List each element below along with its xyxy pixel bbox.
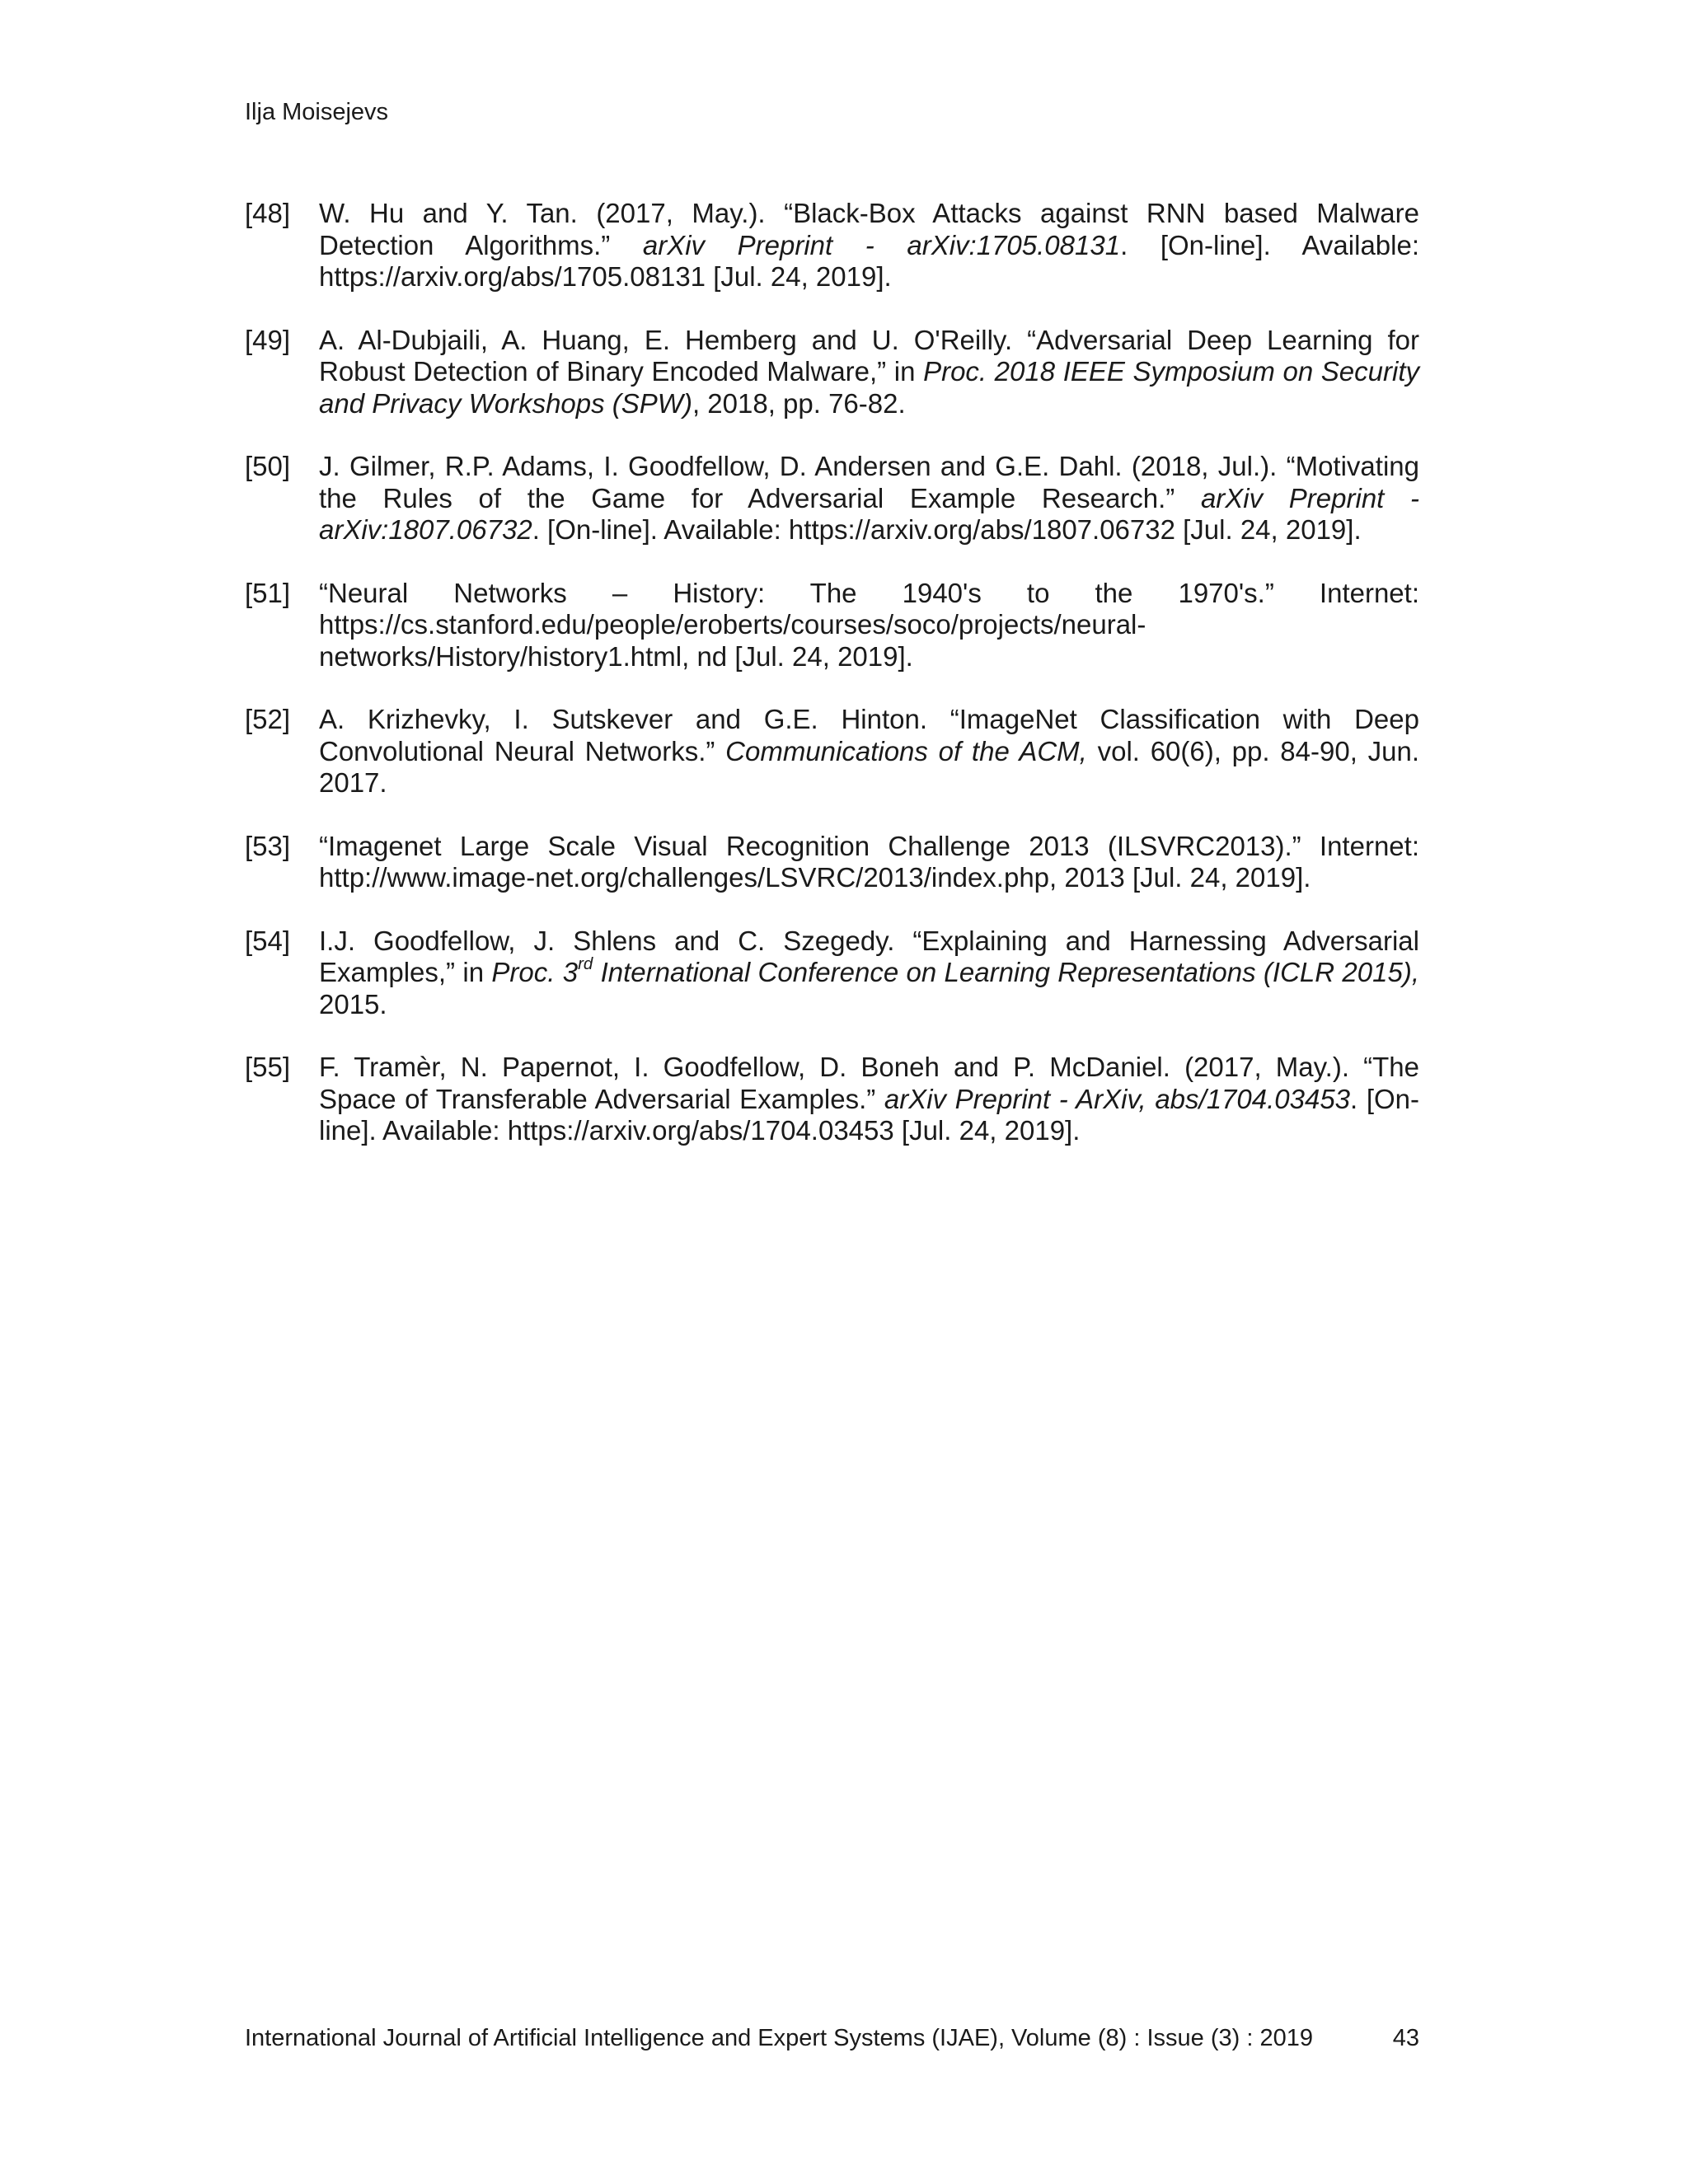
reference-entry <box>245 325 1419 420</box>
reference-list <box>245 198 1419 1179</box>
reference-line <box>319 704 1419 736</box>
reference-text <box>319 578 1419 673</box>
text-segment: the Rules of the Game for Adversarial Example Research.” <box>319 482 1201 513</box>
text-segment: https://cs.stanford.edu/people/eroberts/courses/soco/projects/neural- <box>319 609 1146 640</box>
reference-text <box>319 451 1419 546</box>
text-segment: Space of Transferable Adversarial Examples.” <box>319 1083 884 1114</box>
text-segment: 2017. <box>319 767 387 798</box>
reference-entry <box>245 1052 1419 1147</box>
text-segment: . [On-line]. Available: https://arxiv.org/abs/1807.06732 [Jul. 24, 2019]. <box>532 514 1362 545</box>
text-segment: Detection Algorithms.” <box>319 229 643 260</box>
reference-line <box>319 483 1419 515</box>
running-head: Ilja Moisejevs <box>245 99 389 125</box>
reference-number: [50] <box>245 451 291 481</box>
reference-line <box>319 736 1419 768</box>
text-segment: Convolutional Neural Networks.” <box>319 735 726 766</box>
text-segment: Robust Detection of Binary Encoded Malware,” in <box>319 356 924 387</box>
reference-line <box>319 451 1419 483</box>
italic-text: Communications of the ACM, <box>725 735 1087 766</box>
text-segment: . [On-line]. Available: <box>1120 229 1420 260</box>
reference-line <box>319 1115 1419 1147</box>
reference-text <box>319 1052 1419 1147</box>
reference-entry <box>245 578 1419 673</box>
text-segment: 2015. <box>319 988 387 1019</box>
text-segment: A. Krizhevky, I. Sutskever and G.E. Hinton. “ImageNet Classification with Deep <box>319 704 1419 734</box>
reference-number: [52] <box>245 704 291 734</box>
reference-text <box>319 831 1419 894</box>
reference-number: [51] <box>245 577 291 608</box>
text-segment: W. Hu and Y. Tan. (2017, May.). “Black-Box Attacks against RNN based Malware <box>319 198 1419 228</box>
reference-entry <box>245 926 1419 1021</box>
text-segment: I.J. Goodfellow, J. Shlens and C. Szegedy. “Explaining and Harnessing Adversarial <box>319 925 1419 956</box>
reference-line <box>319 514 1419 546</box>
reference-line <box>319 954 1419 989</box>
reference-line <box>319 388 1419 420</box>
journal-citation: International Journal of Artificial Intelligence and Expert Systems (IJAE), Volume (8) : Issue (3) : 2019 <box>245 2025 1313 2051</box>
italic-text: arXiv:1807.06732 <box>319 514 532 545</box>
reference-number: [53] <box>245 830 291 861</box>
reference-text <box>319 325 1419 420</box>
reference-number: [54] <box>245 925 291 956</box>
text-segment: . [On- <box>1350 1083 1419 1114</box>
page-number: 43 <box>1392 2025 1419 2051</box>
text-segment: line]. Available: https://arxiv.org/abs/1704.03453 [Jul. 24, 2019]. <box>319 1115 1081 1146</box>
text-segment: networks/History/history1.html, nd [Jul. 24, 2019]. <box>319 640 913 672</box>
italic-text: and Privacy Workshops (SPW) <box>319 387 692 419</box>
reference-text <box>319 198 1419 293</box>
reference-line <box>319 578 1419 610</box>
reference-line <box>319 325 1419 357</box>
text-segment: https://arxiv.org/abs/1705.08131 [Jul. 24, 2019]. <box>319 261 892 292</box>
reference-line <box>319 641 1419 673</box>
reference-line <box>319 198 1419 230</box>
text-segment: http://www.image-net.org/challenges/LSVRC/2013/index.php, 2013 [Jul. 24, 2019]. <box>319 862 1311 893</box>
reference-entry <box>245 198 1419 293</box>
text-segment: vol. 60(6), pp. 84-90, Jun. <box>1086 735 1419 766</box>
reference-text <box>319 926 1419 1021</box>
reference-line <box>319 862 1419 894</box>
italic-text: Proc. 3 <box>491 957 579 987</box>
italic-text: Proc. 2018 IEEE Symposium on Security <box>923 356 1419 387</box>
reference-line <box>319 767 1419 799</box>
reference-line <box>319 356 1419 388</box>
text-segment: F. Tramèr, N. Papernot, I. Goodfellow, D. Boneh and P. McDaniel. (2017, May.). “The <box>319 1052 1419 1082</box>
reference-line <box>319 926 1419 958</box>
text-segment: “Imagenet Large Scale Visual Recognition Challenge 2013 (ILSVRC2013).” Internet: <box>319 830 1419 861</box>
italic-text: arXiv Preprint - <box>1200 482 1419 513</box>
text-segment: , 2018, pp. 76-82. <box>692 387 906 419</box>
italic-text: arXiv Preprint - ArXiv, abs/1704.03453 <box>884 1083 1351 1114</box>
reference-entry <box>245 451 1419 546</box>
reference-line <box>319 609 1419 641</box>
reference-number: [55] <box>245 1052 291 1082</box>
reference-line <box>319 989 1419 1021</box>
reference-number: [49] <box>245 324 291 355</box>
reference-line <box>319 1052 1419 1084</box>
reference-line <box>319 1084 1419 1116</box>
italic-text: rd <box>578 954 593 973</box>
text-segment: J. Gilmer, R.P. Adams, I. Goodfellow, D. Andersen and G.E. Dahl. (2018, Jul.). “Motivating <box>319 451 1419 481</box>
italic-text: International Conference on Learning Representations (ICLR 2015), <box>593 957 1419 987</box>
reference-line <box>319 261 1419 293</box>
reference-text <box>319 704 1419 799</box>
reference-entry <box>245 704 1419 799</box>
text-segment: “Neural Networks – History: The 1940's to the 1970's.” Internet: <box>319 577 1419 608</box>
italic-text: arXiv Preprint - arXiv:1705.08131 <box>642 229 1121 260</box>
reference-entry <box>245 831 1419 894</box>
text-segment: Examples,” in <box>319 957 492 987</box>
reference-line <box>319 831 1419 863</box>
page-footer <box>245 2023 1419 2053</box>
text-segment: A. Al-Dubjaili, A. Huang, E. Hemberg and U. O'Reilly. “Adversarial Deep Learning for <box>319 324 1419 355</box>
reference-number: [48] <box>245 198 291 228</box>
reference-line <box>319 230 1419 262</box>
